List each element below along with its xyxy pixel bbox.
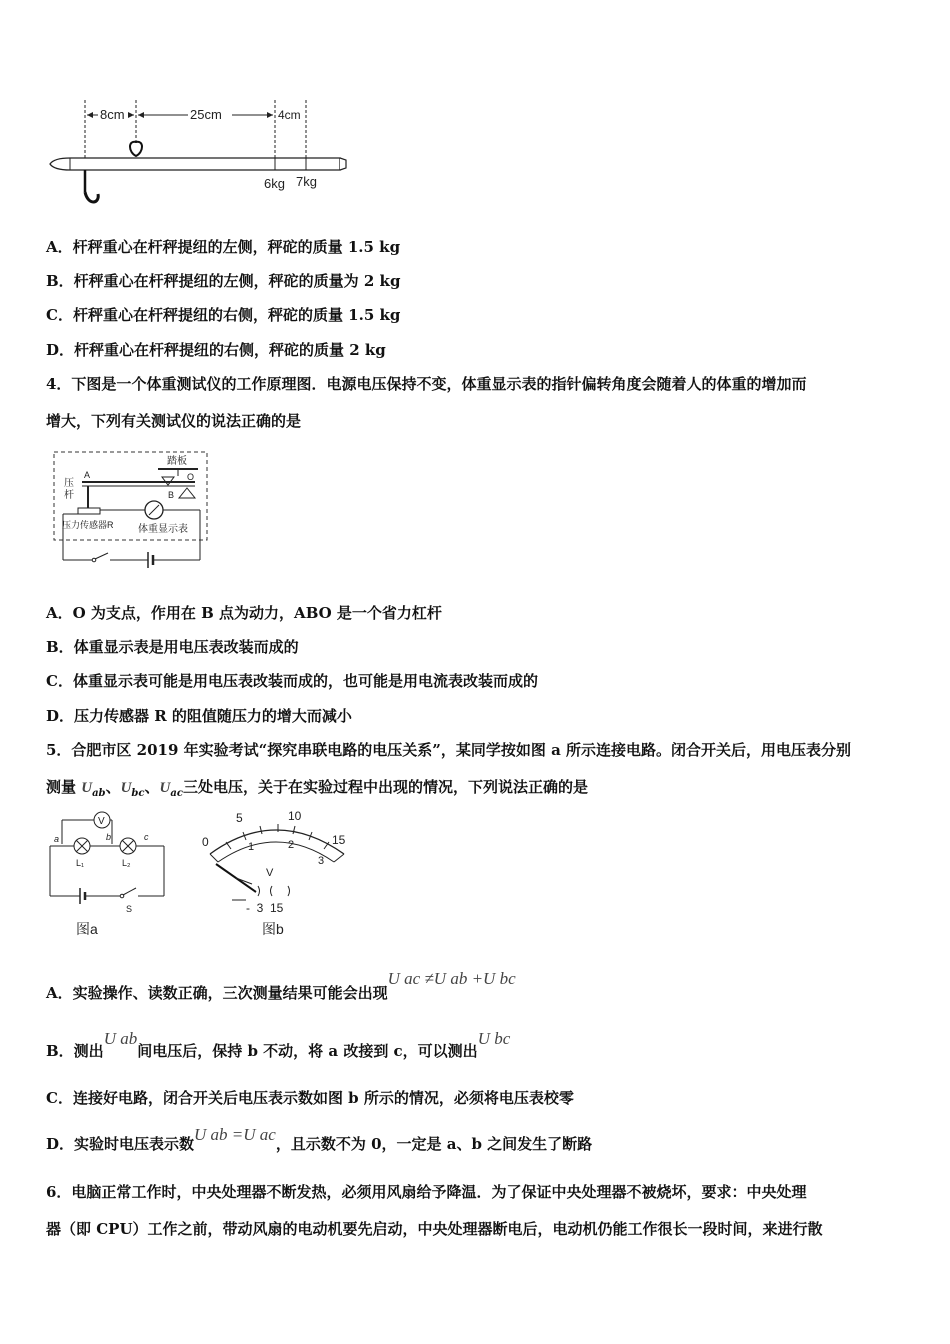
point-a: A	[84, 470, 91, 480]
scale-bottom-1: 1	[248, 841, 255, 853]
scale-top-5: 5	[236, 811, 243, 825]
q5-option-d	[46, 1124, 593, 1153]
q5-option-a-text: A．实验操作、读数正确，三次测量结果可能会出现	[46, 984, 388, 1002]
q5-stem-line1: 5．合肥市区 2019 年实验考试“探究串联电路的电压关系”，某同学按如图 a 所示连接电路。闭合开关后，用电压表分别	[46, 741, 852, 759]
q5-option-a-math: U ac ≠U ab +U bc	[387, 969, 516, 988]
terminals-label: - 3 15	[246, 901, 284, 915]
q4-stem-line2: 增大，下列有关测试仪的说法正确的是	[46, 412, 302, 430]
dim-4cm: 4cm	[278, 108, 301, 122]
q5-stem-suffix: 三处电压，关于在实验过程中出现的情况，下列说法正确的是	[182, 778, 588, 796]
q6-line1: 6．电脑正常工作时，中央处理器不断发热，必须用风扇给予降温．为了保证中央处理器不被烧坏，要求：中央处理	[46, 1183, 807, 1201]
point-c-label: c	[144, 832, 149, 842]
q5-sub-bc: bc	[131, 788, 145, 799]
switch-label: S	[126, 904, 133, 914]
q4-option-c: C．体重显示表可能是用电压表改装而成的，也可能是用电流表改装而成的	[46, 672, 538, 690]
q5-u-ab: U	[81, 780, 93, 796]
point-b-label: b	[106, 832, 112, 842]
meter-label: 体重显示表	[138, 524, 188, 535]
q5-option-d-text1: D．实验时电压表示数	[46, 1135, 195, 1153]
voltmeter-label: V	[98, 816, 105, 827]
q5-sep1: 、	[105, 778, 121, 796]
q4-option-a: A．O 为支点，作用在 B 点为动力，ABO 是一个省力杠杆	[46, 604, 442, 622]
point-b: B	[168, 490, 175, 500]
mark-7kg: 7kg	[296, 174, 317, 189]
q4-stem-line1: 4．下图是一个体重测试仪的工作原理图．电源电压保持不变，体重显示表的指针偏转角度会随着人的体重的增加而	[46, 375, 807, 393]
q3-option-b: B．杆秤重心在杆秤提纽的左侧，秤砣的质量为 2 kg	[46, 272, 401, 290]
lever-label-1: 压	[64, 478, 74, 489]
lever-label-2: 杆	[64, 490, 74, 501]
q5-option-b-text1: B．测出	[46, 1042, 104, 1060]
scale-top-0: 0	[202, 835, 209, 849]
q5-u-bc: U	[120, 780, 132, 796]
q5-u-ac: U	[159, 780, 171, 796]
pedal-label: 踏板	[167, 456, 187, 467]
q5-sub-ab: ab	[92, 788, 106, 799]
steelyard-figure	[40, 92, 360, 218]
fig-a-caption: 图a	[76, 921, 98, 937]
sensor-label: 压力传感器R	[62, 520, 114, 530]
point-o: O	[187, 472, 195, 482]
fig-b-caption: 图b	[262, 921, 284, 937]
q5-sep2: 、	[144, 778, 160, 796]
dim-25cm: 25cm	[190, 107, 222, 122]
scale-bottom-3: 3	[318, 855, 325, 867]
q5-option-d-text2: ，且示数不为 0，一定是 a、b 之间发生了断路	[275, 1135, 593, 1153]
q5-stem-line2	[46, 776, 588, 799]
q3-option-d: D．杆秤重心在杆秤提纽的右侧，秤砣的质量 2 kg	[46, 341, 386, 359]
q6-line2: 器（即 CPU）工作之前，带动风扇的电动机要先启动，中央处理器断电后，电动机仍能工作很长一段时间，来进行散	[46, 1220, 823, 1238]
point-a-label: a	[54, 834, 60, 844]
q5-option-c: C．连接好电路，闭合开关后电压表示数如图 b 所示的情况，必须将电压表校零	[46, 1089, 574, 1107]
weight-tester-figure	[50, 448, 215, 574]
unit-label: V	[266, 867, 274, 879]
scale-top-15: 15	[332, 833, 346, 847]
lamp2-label: L₂	[122, 858, 131, 868]
q5-option-d-math: U ab =U ac	[194, 1125, 276, 1144]
q3-option-a: A．杆秤重心在杆秤提纽的左侧，秤砣的质量 1.5 kg	[46, 238, 401, 256]
q5-option-b-math2: U bc	[477, 1029, 511, 1048]
scale-bottom-2: 2	[288, 839, 295, 851]
q4-option-d: D．压力传感器 R 的阻值随压力的增大而减小	[46, 707, 352, 725]
mark-6kg: 6kg	[264, 176, 285, 191]
q5-sub-ac: ac	[170, 788, 183, 799]
q5-option-b-text2: 间电压后，保持 b 不动，将 a 改接到 c，可以测出	[137, 1042, 478, 1060]
q3-option-c: C．杆秤重心在杆秤提纽的右侧，秤砣的质量 1.5 kg	[46, 306, 401, 324]
q5-option-a	[46, 968, 516, 1002]
voltmeter-figure-b	[196, 804, 360, 940]
scale-top-10: 10	[288, 809, 302, 823]
q5-stem-prefix: 测量	[46, 778, 82, 796]
q5-option-b	[46, 1028, 511, 1060]
circuit-figure-a	[44, 808, 174, 940]
lamp1-label: L₁	[76, 858, 85, 868]
dim-8cm: 8cm	[100, 107, 125, 122]
q5-option-b-math1: U ab	[103, 1029, 138, 1048]
q4-option-b: B．体重显示表是用电压表改装而成的	[46, 638, 299, 656]
